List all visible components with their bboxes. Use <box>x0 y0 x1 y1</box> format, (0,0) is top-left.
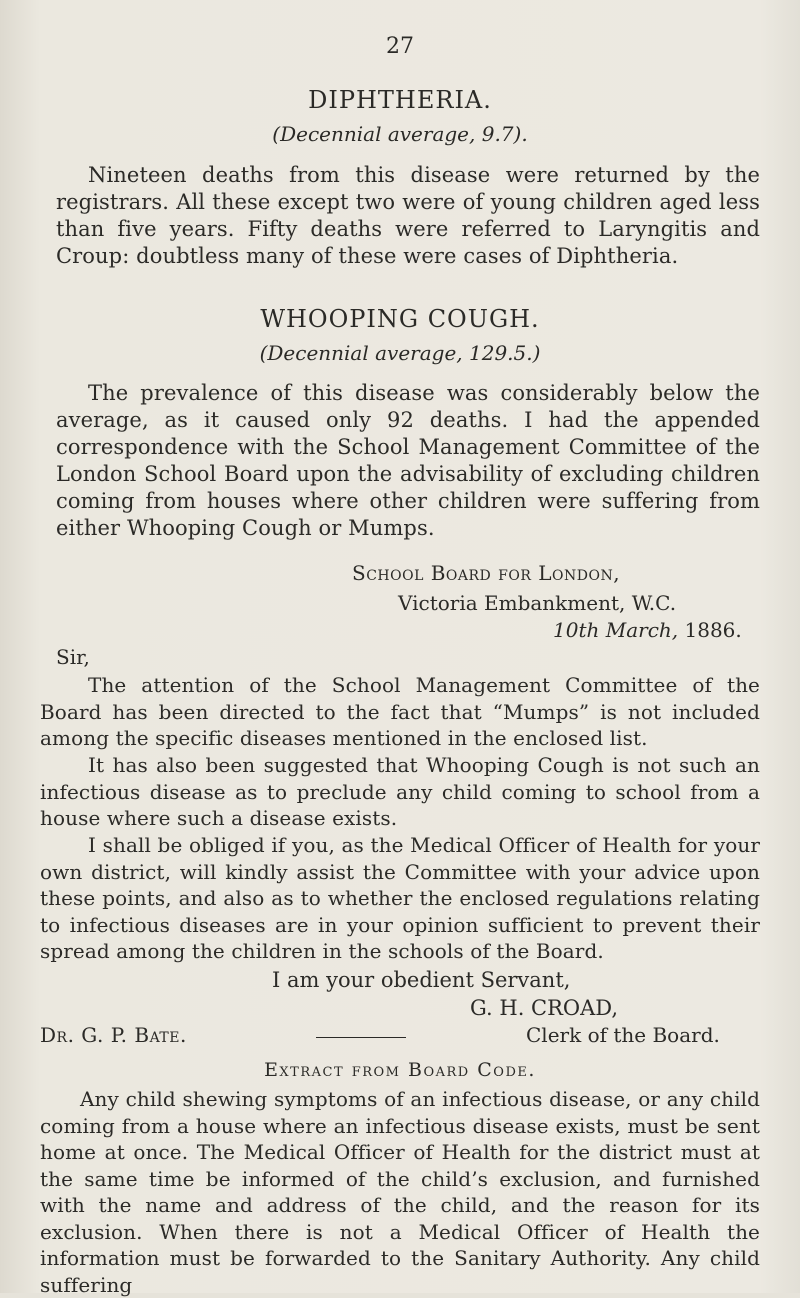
extract-paragraph: Any child shewing symptoms of an infectious disease, or any child coming from a house where an infectious disease exists, must be sent home at once. The Medical Officer of Health for the district must at the same time be informed of the child’s exclusion, and furnished with the name and address of the child, and the reason for its exclusion. When there is not a Medical Officer of Health the information must be forwarded to the Sanitary Authority. Any child suffering <box>40 1087 760 1297</box>
letter-sender: School Board for London, <box>352 561 621 585</box>
letter-address: Victoria Embankment, W.C. <box>398 591 677 615</box>
letter-paragraph-1: The attention of the School Management Committee of the Board has been directed to the fact that “Mumps” is not included among the specific diseases mentioned in the enclosed list. <box>40 673 760 750</box>
paragraph-whooping-cough: The prevalence of this disease was considerably below the average, as it caused only 92 deaths. I had the appended correspondence with the School Management Committee of the London School Board upon the advisability of excluding children coming from houses where other children were suffering from either Whooping Cough or Mumps. <box>56 381 760 540</box>
letter-paragraph-2: It has also been suggested that Whooping Cough is not such an infectious disease as to preclude any child coming to school from a house where such a disease exists. <box>40 753 760 830</box>
section-title-whooping-cough: WHOOPING COUGH. <box>260 305 540 333</box>
letter-signature-title: Clerk of the Board. <box>526 1023 720 1047</box>
extract-title: Extract from Board Code. <box>264 1059 536 1081</box>
paragraph-diphtheria: Nineteen deaths from this disease were returned by the registrars. All these except two were of young children aged less than five years. Fifty deaths were referred to Laryngitis and Croup: doubtless many of these were cases of Diphtheria. <box>56 163 760 268</box>
section-subtitle-diphtheria: (Decennial average, 9.7). <box>272 122 528 146</box>
section-title-diphtheria: DIPHTHERIA. <box>308 86 492 114</box>
page-number: 27 <box>386 34 414 59</box>
letter-signature: G. H. CROAD, <box>470 996 619 1020</box>
separator-dash <box>316 1037 406 1038</box>
letter-date-year: 1886. <box>684 618 742 642</box>
letter-paragraph-3: I shall be obliged if you, as the Medical Officer of Health for your own district, will kindly assist the Committee with your advice upon these points, and also as to whether the enclosed regulations relating to infectious diseases are in your opinion sufficient to prevent their spread among the children in the schools of the Board. <box>40 833 760 963</box>
letter-recipient: Dr. G. P. Bate. <box>40 1023 187 1047</box>
letter-closing: I am your obedient Servant, <box>272 968 571 992</box>
section-subtitle-whooping-cough: (Decennial average, 129.5.) <box>259 341 541 365</box>
letter-date-day: 10th March, <box>553 618 679 642</box>
letter-salutation: Sir, <box>56 645 90 669</box>
letter-date <box>553 618 742 642</box>
